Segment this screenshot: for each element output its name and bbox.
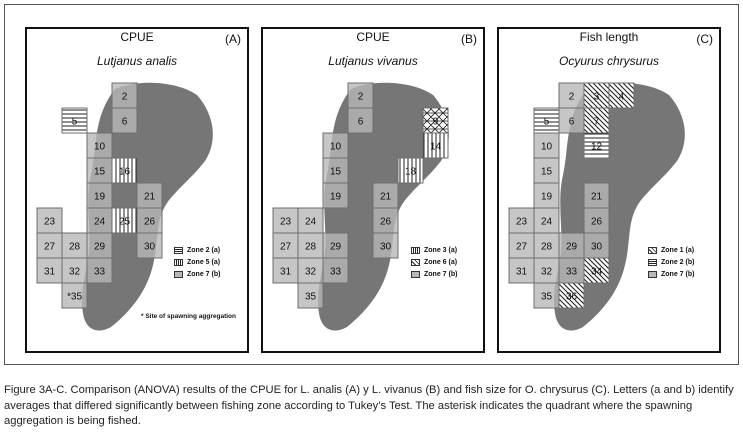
legend-item	[648, 256, 694, 268]
zone-cell	[112, 108, 137, 133]
legend-swatch	[648, 247, 657, 254]
zone-cell	[509, 208, 534, 233]
zone-cell	[273, 258, 298, 283]
legend-label: Zone 2 (b)	[661, 258, 695, 266]
zone-cell	[37, 233, 62, 258]
panel-title: CPUE	[120, 30, 154, 44]
zone-cell	[62, 233, 87, 258]
zone-cell	[584, 208, 609, 233]
map-c	[499, 29, 721, 353]
zone-cell-label: 19	[540, 191, 553, 203]
legend-swatch	[411, 259, 420, 266]
zone-cell-label: 26	[143, 216, 156, 228]
legend-item	[411, 256, 457, 268]
zone-cell	[87, 208, 112, 233]
zone-cell-label: 26	[379, 216, 392, 228]
species-name: Lutjanus analis	[96, 54, 178, 68]
zone-cell-label: 19	[329, 191, 342, 203]
zone-cell-label: 30	[379, 241, 392, 253]
zone-cell	[298, 208, 323, 233]
zone-cell-label: 31	[279, 266, 292, 278]
zone-cell	[62, 108, 87, 133]
panel-title: CPUE	[356, 30, 390, 44]
zone-cell-label: 10	[540, 141, 553, 153]
legend-label: Zone 7 (b)	[424, 270, 458, 278]
zone-cell	[534, 183, 559, 208]
zone-cell	[37, 258, 62, 283]
zone-cell-label: 23	[43, 216, 56, 228]
zone-cell	[273, 233, 298, 258]
legend-swatch	[648, 259, 657, 266]
legend-swatch	[648, 271, 657, 278]
legend-item	[411, 268, 457, 280]
zone-cell	[137, 208, 162, 233]
legend-item	[174, 244, 220, 256]
zone-cell-label: 19	[93, 191, 106, 203]
zone-cell-label: 15	[329, 166, 342, 178]
zone-cell-label: 34	[590, 266, 603, 278]
zone-cell-label: 7	[593, 116, 600, 128]
species-name: Ocyurus chrysurus	[558, 54, 660, 68]
zone-cell-label: 21	[143, 191, 156, 203]
zone-cell	[373, 183, 398, 208]
zone-cell-label: 5	[71, 116, 78, 128]
panel-letter: (B)	[461, 32, 477, 46]
zone-cell-label: 31	[43, 266, 56, 278]
legend-swatch	[411, 247, 420, 254]
zone-cell-label: 21	[590, 191, 603, 203]
zone-cell	[559, 283, 584, 308]
legend-label: Zone 5 (a)	[187, 258, 221, 266]
zone-cell	[112, 208, 137, 233]
zone-cell-label: 35	[304, 291, 317, 303]
zone-cell-label: 27	[515, 241, 528, 253]
panel-b	[261, 27, 485, 353]
zone-cell-label: 5	[543, 116, 550, 128]
zone-cell	[87, 258, 112, 283]
zone-cell	[273, 208, 298, 233]
zone-cell-label: 29	[329, 241, 342, 253]
legend-item	[648, 268, 694, 280]
zone-cell	[559, 83, 584, 108]
zone-cell	[298, 283, 323, 308]
figure-caption: Figure 3A-C. Comparison (ANOVA) results of the CPUE for L. analis (A) y L. vivanus (B) and fish size for O. chrysurus (C). Letters (a and b) identify averages that differed significantly between fishing zone according to Tukey’s Test. The asterisk indicates the quadrant where the spawning aggregation is being fished.	[4, 384, 734, 427]
legend-item	[648, 244, 694, 256]
legend-item	[174, 256, 220, 268]
zone-cell-label: 30	[590, 241, 603, 253]
zone-cell	[398, 158, 423, 183]
zone-cell-label: 25	[118, 216, 131, 228]
zone-cell-label: 28	[540, 241, 553, 253]
zone-cell	[584, 183, 609, 208]
zone-cell-label: 33	[329, 266, 342, 278]
zone-cell	[534, 108, 559, 133]
zone-cell-label: 28	[304, 241, 317, 253]
legend-label: Zone 6 (a)	[424, 258, 458, 266]
zone-cell	[62, 258, 87, 283]
legend-label: Zone 3 (a)	[424, 246, 458, 254]
legend-label: Zone 7 (b)	[187, 270, 221, 278]
zone-cell	[584, 258, 609, 283]
zone-cell	[112, 83, 137, 108]
legend-label: Zone 2 (a)	[187, 246, 221, 254]
legend-swatch	[174, 247, 183, 254]
zone-cell	[559, 108, 584, 133]
zone-cell-label: 21	[379, 191, 392, 203]
zone-cell	[584, 83, 609, 108]
panel-letter: (A)	[225, 32, 241, 46]
zone-cell-label: 3	[593, 91, 600, 103]
zone-cell	[609, 83, 634, 108]
map-a	[27, 29, 249, 353]
zone-cell-label: 35	[540, 291, 553, 303]
legend-swatch	[411, 271, 420, 278]
zone-cell	[323, 183, 348, 208]
zone-cell-label: *35	[66, 291, 83, 303]
zone-cell	[137, 183, 162, 208]
zone-cell	[348, 108, 373, 133]
zone-cell	[584, 108, 609, 133]
panel-title: Fish length	[579, 30, 639, 44]
panel-c	[497, 27, 721, 353]
zone-cell	[62, 283, 87, 308]
legend-item	[174, 268, 220, 280]
zone-cell	[534, 158, 559, 183]
zone-cell	[137, 233, 162, 258]
zone-cell	[584, 233, 609, 258]
panel-letter: (C)	[696, 32, 713, 46]
zone-cell-label: 6	[357, 116, 364, 128]
zone-cell	[323, 233, 348, 258]
zone-cell-label: 6	[568, 116, 575, 128]
zone-cell-label: 14	[429, 141, 442, 153]
zone-cell-label: 32	[540, 266, 553, 278]
zone-cell	[534, 133, 559, 158]
zone-cell	[373, 233, 398, 258]
zone-cell-label: 18	[404, 166, 417, 178]
legend-label: Zone 7 (b)	[661, 270, 695, 278]
zone-cell-label: 6	[121, 116, 128, 128]
zone-cell-label: 23	[515, 216, 528, 228]
zone-cell-label: 33	[565, 266, 578, 278]
zone-cell	[534, 258, 559, 283]
zone-cell	[534, 208, 559, 233]
zone-cell-label: 31	[515, 266, 528, 278]
zone-cell-label: 9	[432, 116, 439, 128]
zone-cell	[87, 133, 112, 158]
zone-cell	[112, 158, 137, 183]
zone-cell-label: 15	[540, 166, 553, 178]
zone-cell-label: 27	[43, 241, 56, 253]
zone-cell	[509, 233, 534, 258]
zone-cell	[373, 208, 398, 233]
legend	[648, 244, 694, 280]
zone-cell	[423, 133, 448, 158]
zone-cell-label: 29	[565, 241, 578, 253]
legend-item	[411, 244, 457, 256]
zone-cell-label: 24	[540, 216, 553, 228]
zone-cell-label: 32	[68, 266, 81, 278]
zone-cell-label: 28	[68, 241, 81, 253]
zone-cell-label: 2	[357, 91, 364, 103]
map-b	[263, 29, 485, 353]
species-name: Lutjanus vivanus	[328, 54, 418, 68]
zone-cell-label: 2	[568, 91, 575, 103]
zone-cell	[323, 133, 348, 158]
zone-cell	[509, 258, 534, 283]
zone-cell	[298, 233, 323, 258]
legend-swatch	[174, 259, 183, 266]
zone-cell	[323, 258, 348, 283]
zone-cell-label: 10	[93, 141, 106, 153]
figure-frame	[4, 4, 739, 365]
zone-cell	[584, 133, 609, 158]
zone-cell	[348, 83, 373, 108]
legend	[411, 244, 457, 280]
legend-label: Zone 1 (a)	[661, 246, 695, 254]
zone-cell	[534, 233, 559, 258]
zone-cell-label: 4	[618, 91, 625, 103]
zone-cell	[559, 258, 584, 283]
zone-cell	[323, 158, 348, 183]
zone-cell-label: 24	[304, 216, 317, 228]
zone-cell	[37, 208, 62, 233]
legend	[174, 244, 220, 280]
zone-cell	[534, 283, 559, 308]
zone-cell	[423, 108, 448, 133]
zone-cell-label: 27	[279, 241, 292, 253]
zone-cell	[87, 183, 112, 208]
panel-a	[25, 27, 249, 353]
zone-cell-label: 32	[304, 266, 317, 278]
zone-cell-label: 36	[565, 291, 578, 303]
zone-cell	[298, 258, 323, 283]
zone-cell	[87, 158, 112, 183]
zone-cell-label: 33	[93, 266, 106, 278]
zone-cell-label: 12	[590, 141, 603, 153]
zone-cell-label: 30	[143, 241, 156, 253]
zone-cell-label: 23	[279, 216, 292, 228]
zone-cell-label: 24	[93, 216, 106, 228]
zone-cell	[559, 233, 584, 258]
zone-cell-label: 15	[93, 166, 106, 178]
zone-cell	[87, 233, 112, 258]
spawning-note: * Site of spawning aggregation	[141, 313, 236, 320]
zone-cell-label: 2	[121, 91, 128, 103]
zone-cell-label: 29	[93, 241, 106, 253]
zone-cell-label: 16	[118, 166, 131, 178]
legend-swatch	[174, 271, 183, 278]
zone-cell-label: 26	[590, 216, 603, 228]
zone-cell-label: 10	[329, 141, 342, 153]
